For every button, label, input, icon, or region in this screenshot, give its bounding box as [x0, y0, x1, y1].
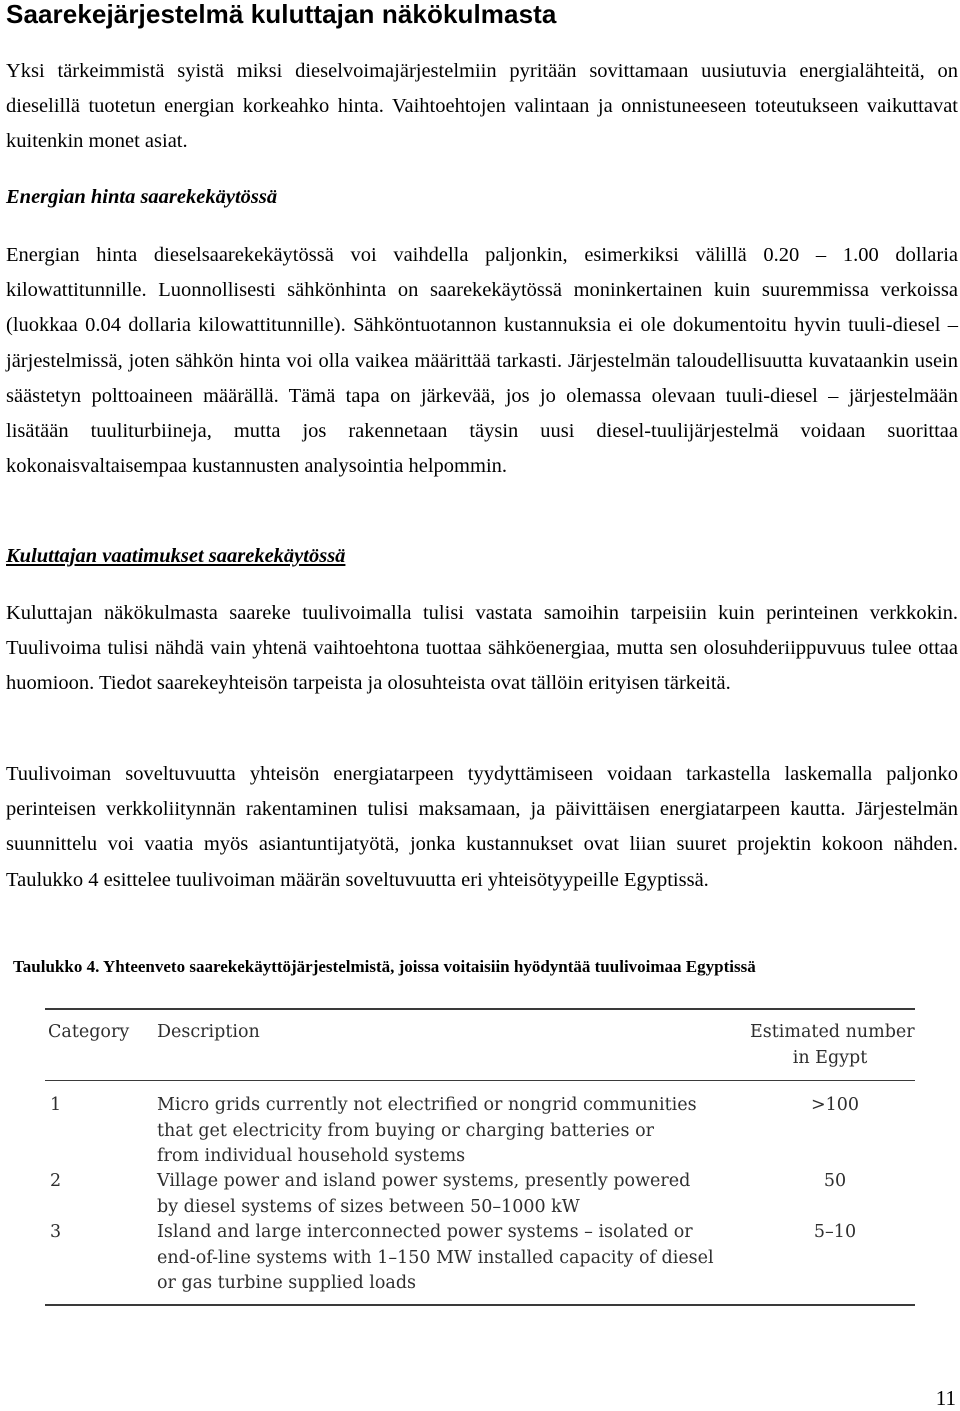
- table-row-3-description: [157, 1220, 714, 1297]
- table-row-1-description-line: that get electricity from buying or charging batteries or: [157, 1120, 654, 1141]
- table-bottom-rule: [45, 1304, 915, 1306]
- table-row-1-description-line: Micro grids currently not electrified or nongrid communities: [157, 1095, 697, 1115]
- table-header-category: Category: [48, 1022, 130, 1042]
- table-row-1-category: 1: [50, 1095, 62, 1115]
- intro-paragraph: Yksi tärkeimmistä syistä miksi dieselvoimajärjestelmiin pyritään sovittamaan uusiutuvia energialähteitä, on dieselillä tuotetun energian korkeahko hinta. Vaihtoehtojen valintaan ja onnistuneeseen toteutukseen vaikuttavat kuitenkin monet asiat.: [6, 60, 958, 153]
- table-row-3-description-line: end-of-line systems with 1–150 MW installed capacity of diesel: [157, 1247, 714, 1268]
- table-row-1-estimate: >100: [810, 1095, 860, 1115]
- summary-table: [40, 1008, 920, 1308]
- consumer-paragraph-2: Tuulivoiman soveltuvuutta yhteisön energiatarpeen tyydyttämiseen voidaan tarkastella laskemalla paljonko perinteisen verkkoliitynnän rakentaminen tulisi maksamaan, ja päivittäisen energiatarpeen kautta. Järjestelmän suunnittelu voi vaatia myös asiantuntijatyötä, jonka kustannukset ovat liian suuret projektin kokoon nähden. Taulukko 4 esittelee tuulivoiman määrän soveltuvuutta eri yhteisötyypeille Egyptissä.: [6, 763, 958, 891]
- table-row-2-category: 2: [50, 1171, 62, 1191]
- page-title: Saarekejärjestelmä kuluttajan näkökulmasta: [6, 0, 557, 29]
- table-row-3-estimate: 5–10: [813, 1222, 857, 1242]
- table-row-2-description-line: by diesel systems of sizes between 50–1000 kW: [157, 1196, 580, 1217]
- table-header-estimated: [750, 1020, 915, 1071]
- energy-price-paragraph: Energian hinta dieselsaarekekäytössä voi vaihdella paljonkin, esimerkiksi välillä 0.20 – 1.00 dollaria kilowattitunnille. Luonnollisesti sähkönhinta on saarekekäytössä moninkertainen kuin suuremmissa verkoissa (luokkaa 0.04 dollaria kilowattitunnille). Sähköntuotannon kustannuksia ei ole dokumentoitu hyvin tuuli-diesel –järjestelmissä, joten sähkön hinta voi olla vaikea määrittää tarkasti. Järjestelmän taloudellisuutta kuvataankin usein säästetyn polttoaineen määrällä. Tämä tapa on järkevää, jos jo olemassa olevaan tuuli-diesel – järjestelmään lisätään tuuliturbiineja, mutta jos rakennetaan täysin uusi diesel-tuulijärjestelmä voidaan suorittaa kokonaisvaltaisempaa kustannusten analysointia helpommin.: [6, 244, 958, 478]
- table-header-description: Description: [157, 1022, 260, 1042]
- table-caption: Taulukko 4. Yhteenveto saarekekäyttöjärjestelmistä, joissa voitaisiin hyödyntää tuulivoimaa Egyptissä: [13, 957, 756, 976]
- table-header-estimated-line2: in Egypt: [792, 1047, 868, 1068]
- table-row-2-estimate: 50: [823, 1171, 847, 1191]
- section-heading-energy-price: Energian hinta saarekekäytössä: [6, 186, 278, 208]
- section-heading-consumer-requirements: Kuluttajan vaatimukset saarekekäytössä: [6, 545, 346, 567]
- table-row-1-description-line: from individual household systems: [157, 1146, 466, 1167]
- table-row-2-description: [157, 1169, 690, 1220]
- table-header-estimated-line1: Estimated number: [750, 1022, 915, 1042]
- table-row-2-description-line: Village power and island power systems, presently powered: [157, 1171, 691, 1191]
- table-top-rule: [45, 1008, 915, 1010]
- table-row-3-description-line: or gas turbine supplied loads: [157, 1273, 417, 1294]
- table-row-3-category: 3: [50, 1222, 62, 1242]
- table-header-rule: [45, 1080, 915, 1081]
- table-row-3-description-line: Island and large interconnected power systems – isolated or: [157, 1222, 693, 1242]
- table-row-1-description: [157, 1093, 697, 1170]
- page-number: 11: [935, 1386, 956, 1410]
- consumer-paragraph-1: Kuluttajan näkökulmasta saareke tuulivoimalla tulisi vastata samoihin tarpeisiin kuin perinteinen verkkokin. Tuulivoima tulisi nähdä vain yhtenä vaihtoehtona tuottaa sähköenergiaa, mutta sen olosuhderiippuvuus tulee ottaa huomioon. Tiedot saarekeyhteisön tarpeista ja olosuhteista ovat tällöin erityisen tärkeitä.: [6, 602, 958, 695]
